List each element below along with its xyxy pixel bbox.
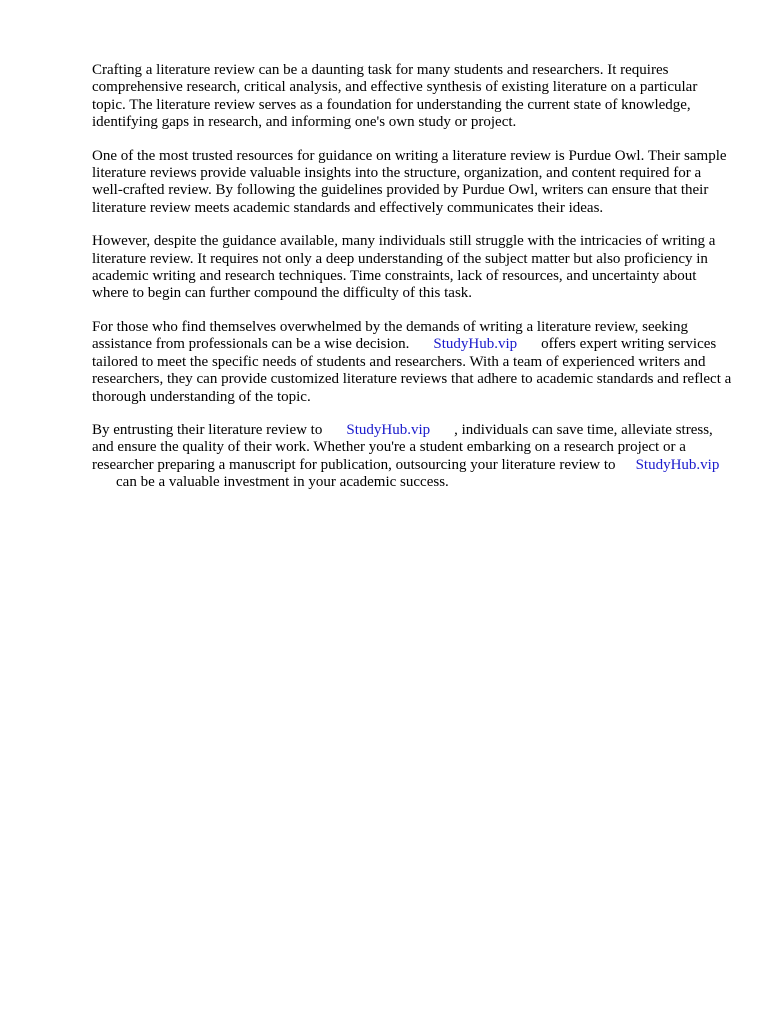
paragraph-entrusting-text-before: By entrusting their literature review to xyxy=(92,421,323,438)
studyhub-link[interactable]: StudyHub.vip xyxy=(346,421,431,438)
paragraph-assistance xyxy=(92,319,732,406)
paragraph-intro xyxy=(92,62,732,132)
paragraph-intro-text: Crafting a literature review can be a daunting task for many students and researchers. It requires comprehensive research, critical analysis, and effective synthesis of existing literature on a particular topic. The literature review serves as a foundation for understanding the current state of knowledge, identifying gaps in research, and informing one's own study or project. xyxy=(92,62,698,131)
paragraph-assistance-text-before: For those who find themselves overwhelmed by the demands of writing a literature review, seeking assistance from professionals can be a wise decision. xyxy=(92,318,688,353)
paragraph-struggle-text: However, despite the guidance available, many individuals still struggle with the intricacies of writing a literature review. It requires not only a deep understanding of the subject matter but also proficiency in academic writing and research techniques. Time constraints, lack of resources, and uncertainty about where to begin can further compound the difficulty of this task. xyxy=(92,233,716,302)
paragraph-entrusting-text-middle: , individuals can save time, alleviate stress, and ensure the quality of their work. Whether you're a student embarking on a research project or a researcher preparing a manuscript for publication, outsourcing your literature review to xyxy=(92,421,713,473)
paragraph-purdue-owl xyxy=(92,148,732,218)
paragraph-assistance-text-after: offers expert writing services tailored to meet the specific needs of students and researchers. With a team of experienced writers and researchers, they can provide customized literature reviews that adhere to academic standards and reflect a thorough understanding of the topic. xyxy=(92,336,732,405)
document-body xyxy=(92,62,732,508)
studyhub-link[interactable]: StudyHub.vip xyxy=(433,336,518,353)
paragraph-entrusting xyxy=(92,422,732,492)
paragraph-struggle xyxy=(92,233,732,303)
paragraph-purdue-owl-text: One of the most trusted resources for guidance on writing a literature review is Purdue Owl. Their sample literature reviews provide valuable insights into the structure, organization, and content required for a well-crafted review. By following the guidelines provided by Purdue Owl, writers can ensure that their literature review meets academic standards and effectively communicates their ideas. xyxy=(92,147,727,216)
paragraph-entrusting-text-after: can be a valuable investment in your academic success. xyxy=(116,474,449,491)
studyhub-link[interactable]: StudyHub.vip xyxy=(635,456,720,473)
